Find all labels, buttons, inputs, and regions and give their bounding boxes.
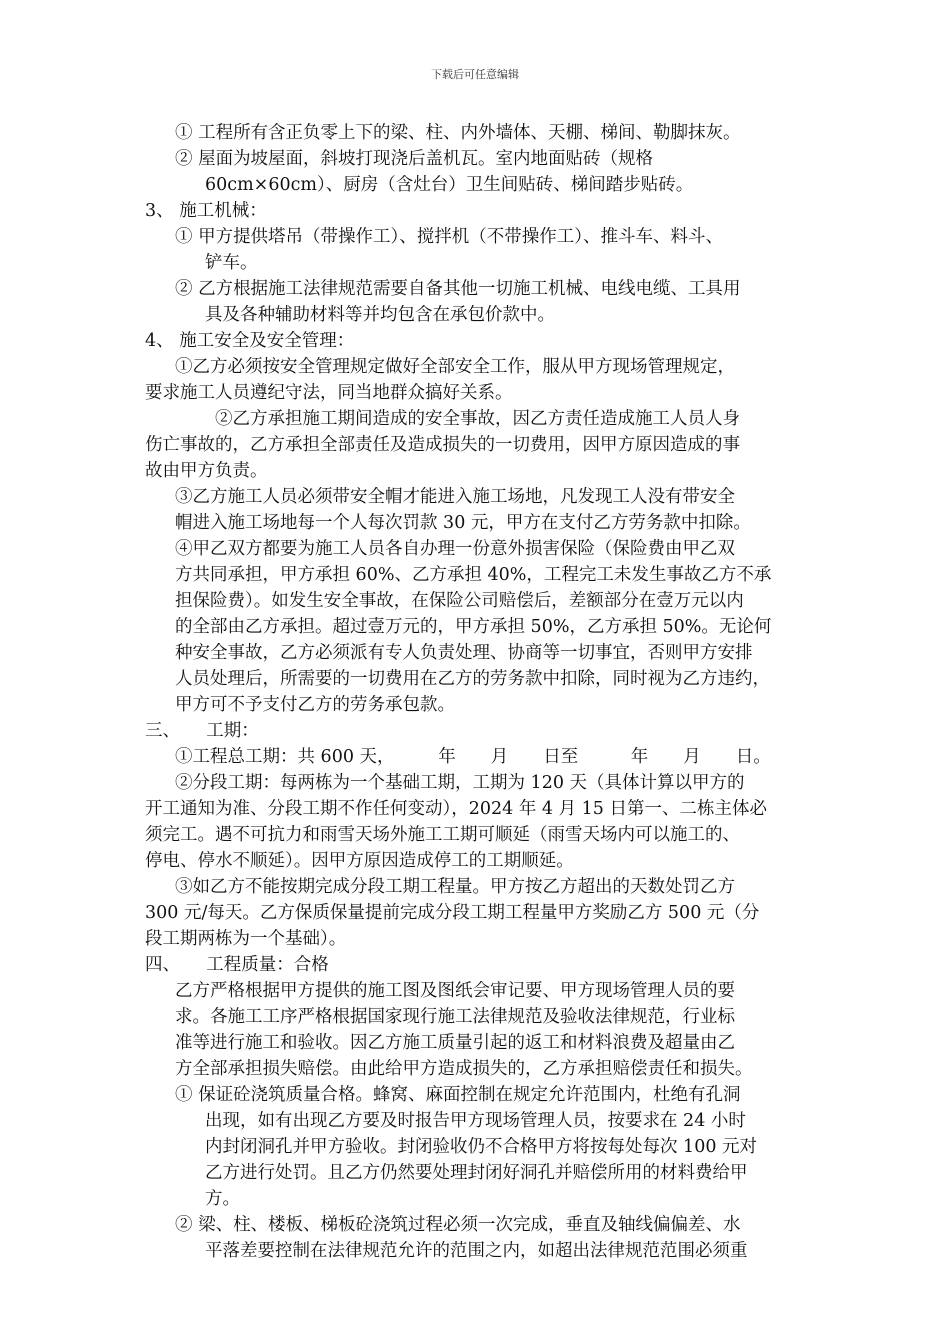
text-line: ③乙方施工人员必须带安全帽才能进入施工场地，凡发现工人没有带安全 bbox=[175, 487, 735, 507]
text-line: 出现，如有出现乙方要及时报告甲方现场管理人员，按要求在 24 小时 bbox=[205, 1111, 746, 1131]
paragraph bbox=[145, 874, 825, 952]
text-line: 方。 bbox=[205, 1189, 240, 1209]
page-header: 下载后可任意编辑 bbox=[431, 68, 519, 81]
text-line: 段工期两栋为一个基础）。 bbox=[145, 929, 347, 949]
text-line: 方全部承担损失赔偿。由此给甲方造成损失的，乙方承担赔偿责任和损失。 bbox=[175, 1059, 753, 1079]
text-line: 平落差要控制在法律规范允许的范围之内，如超出法律规范范围必须重 bbox=[205, 1241, 748, 1261]
text-line: 求。各施工工序严格根据国家现行施工法律规范及验收法律规范，行业标 bbox=[175, 1007, 735, 1027]
paragraph bbox=[145, 536, 825, 718]
text-line: 乙方进行处罚。且乙方仍然要处理封闭好洞孔并赔偿所用的材料费给甲 bbox=[205, 1163, 748, 1183]
text-line: ② 屋面为坡屋面，斜坡打现浇后盖机瓦。室内地面贴砖（规格 bbox=[175, 149, 654, 169]
paragraph bbox=[145, 1212, 825, 1264]
section-heading bbox=[145, 718, 825, 744]
text-line: ② 梁、柱、楼板、梯板砼浇筑过程必须一次完成，垂直及轴线偏偏差、水 bbox=[175, 1215, 741, 1235]
text-line: 伤亡事故的，乙方承担全部责任及造成损失的一切费用，因甲方原因造成的事 bbox=[145, 435, 740, 455]
text-line: 甲方可不予支付乙方的劳务承包款。 bbox=[175, 695, 455, 715]
paragraph bbox=[145, 1082, 825, 1212]
text-line: 停电、停水不顺延）。因甲方原因造成停工的工期顺延。 bbox=[145, 851, 574, 871]
text-line: ① 甲方提供塔吊（带操作工）、搅拌机（不带操作工）、推斗车、料斗、 bbox=[175, 227, 724, 247]
text-line: 300 元/每天。乙方保质保量提前完成分段工期工程量甲方奖励乙方 500 元（分 bbox=[145, 903, 760, 923]
paragraph bbox=[145, 276, 825, 328]
text-line: ②分段工期：每两栋为一个基础工期，工期为 120 天（具体计算以甲方的 bbox=[175, 773, 745, 793]
paragraph bbox=[145, 354, 825, 406]
text-line: 三、 工期： bbox=[145, 721, 259, 741]
text-line: 4、 施工安全及安全管理： bbox=[145, 331, 355, 351]
text-line: 方共同承担，甲方承担 60%、乙方承担 40%，工程完工未发生事故乙方不承 bbox=[175, 565, 772, 585]
text-line: 的全部由乙方承担。超过壹万元的，甲方承担 50%，乙方承担 50%。无论何 bbox=[175, 617, 772, 637]
text-line: 故由甲方负责。 bbox=[145, 461, 268, 481]
text-line: ② 乙方根据施工法律规范需要自备其他一切施工机械、电线电缆、工具用 bbox=[175, 279, 741, 299]
paragraph bbox=[145, 406, 825, 484]
paragraph bbox=[145, 484, 825, 536]
text-line: 60cm×60cm）、厨房（含灶台）卫生间贴砖、梯间踏步贴砖。 bbox=[205, 175, 694, 195]
text-line: 须完工。遇不可抗力和雨雪天场外施工工期可顺延（雨雪天场内可以施工的、 bbox=[145, 825, 740, 845]
text-line: ④甲乙双方都要为施工人员各自办理一份意外损害保险（保险费由甲乙双 bbox=[175, 539, 735, 559]
paragraph bbox=[145, 978, 825, 1082]
paragraph bbox=[145, 120, 825, 146]
text-line: 帽进入施工场地每一个人每次罚款 30 元，甲方在支付乙方劳务款中扣除。 bbox=[175, 513, 751, 533]
text-line: 内封闭洞孔并甲方验收。封闭验收仍不合格甲方将按每处每次 100 元对 bbox=[205, 1137, 758, 1157]
text-line: 准等进行施工和验收。因乙方施工质量引起的返工和材料浪费及超量由乙 bbox=[175, 1033, 735, 1053]
document-body bbox=[145, 120, 825, 1264]
text-line: 人员处理后，所需要的一切费用在乙方的劳务款中扣除，同时视为乙方违约， bbox=[175, 669, 770, 689]
text-line: 种安全事故，乙方必须派有专人负责处理、协商等一切事宜，否则甲方安排 bbox=[175, 643, 753, 663]
section-heading bbox=[145, 328, 825, 354]
text-line: ①工程总工期：共 600 天， 年 月 日至 年 月 日。 bbox=[175, 747, 771, 767]
section-heading bbox=[145, 198, 825, 224]
section-heading bbox=[145, 952, 825, 978]
text-line: ②乙方承担施工期间造成的安全事故，因乙方责任造成施工人员人身 bbox=[215, 409, 740, 429]
text-line: 具及各种辅助材料等并均包含在承包价款中。 bbox=[205, 305, 555, 325]
text-line: 开工通知为准、分段工期不作任何变动），2024 年 4 月 15 日第一、二栋主体必 bbox=[145, 799, 767, 819]
text-line: 乙方严格根据甲方提供的施工图及图纸会审记要、甲方现场管理人员的要 bbox=[175, 981, 735, 1001]
paragraph bbox=[145, 224, 825, 276]
text-line: 要求施工人员遵纪守法，同当地群众搞好关系。 bbox=[145, 383, 513, 403]
text-line: ① 工程所有含正负零上下的梁、柱、内外墙体、天棚、梯间、勒脚抹灰。 bbox=[175, 123, 741, 143]
text-line: ①乙方必须按安全管理规定做好全部安全工作，服从甲方现场管理规定， bbox=[175, 357, 735, 377]
text-line: 3、 施工机械： bbox=[145, 201, 267, 221]
paragraph bbox=[145, 770, 825, 874]
text-line: ③如乙方不能按期完成分段工期工程量。甲方按乙方超出的天数处罚乙方 bbox=[175, 877, 735, 897]
text-line: ① 保证砼浇筑质量合格。蜂窝、麻面控制在规定允许范围内，杜绝有孔洞 bbox=[175, 1085, 741, 1105]
paragraph bbox=[145, 146, 825, 198]
text-line: 担保险费）。如发生安全事故，在保险公司赔偿后，差额部分在壹万元以内 bbox=[175, 591, 744, 611]
paragraph bbox=[145, 744, 825, 770]
text-line: 四、 工程质量：合格 bbox=[145, 955, 329, 975]
text-line: 铲车。 bbox=[205, 253, 258, 273]
